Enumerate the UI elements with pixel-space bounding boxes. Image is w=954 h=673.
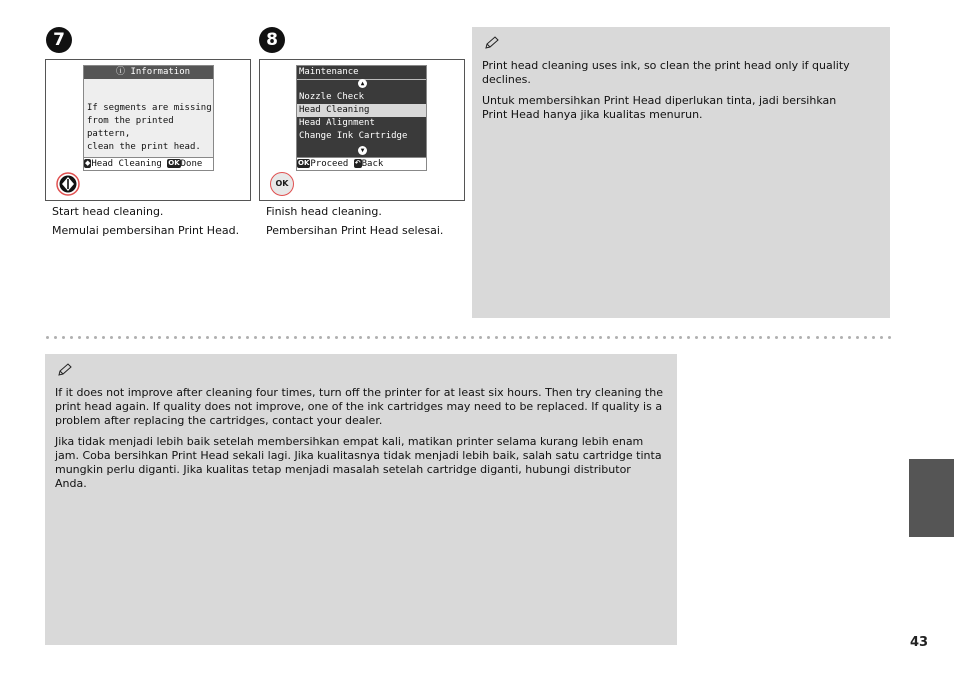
separator-dot <box>631 336 634 339</box>
separator-dot <box>343 336 346 339</box>
separator-dot <box>824 336 827 339</box>
scroll-up-icon: ▲ <box>358 79 367 88</box>
separator-dot <box>407 336 410 339</box>
separator-dot <box>783 336 786 339</box>
ok-key-icon: OK <box>168 159 180 167</box>
separator-dot <box>439 336 442 339</box>
separator-dot <box>511 336 514 339</box>
separator-dot <box>54 336 57 339</box>
separator-dot <box>864 336 867 339</box>
separator-dot <box>158 336 161 339</box>
separator-dot <box>383 336 386 339</box>
separator-dot <box>399 336 402 339</box>
separator-dot <box>238 336 241 339</box>
step-number-7: 7 <box>46 27 72 53</box>
separator-dot <box>367 336 370 339</box>
separator-dot <box>479 336 482 339</box>
separator-dot <box>695 336 698 339</box>
separator-dot <box>286 336 289 339</box>
separator-dot <box>303 336 306 339</box>
separator-dot <box>86 336 89 339</box>
separator-dot <box>110 336 113 339</box>
separator-dot <box>775 336 778 339</box>
separator-dot <box>319 336 322 339</box>
lcd-message-line: from the printed pattern, <box>87 116 174 139</box>
separator-dot <box>198 336 201 339</box>
separator-dot <box>487 336 490 339</box>
separator-dot <box>591 336 594 339</box>
footer-proceed: Proceed <box>310 159 349 169</box>
lcd-title: Information <box>130 67 191 77</box>
caption-id: Pembersihan Print Head selesai. <box>266 224 444 237</box>
lcd-maintenance-screen <box>296 65 427 171</box>
separator-dot <box>727 336 730 339</box>
separator-dot <box>206 336 209 339</box>
separator-dot <box>270 336 273 339</box>
separator-dot <box>623 336 626 339</box>
separator-dot <box>78 336 81 339</box>
separator-dot <box>519 336 522 339</box>
separator-dot <box>888 336 891 339</box>
separator-dot <box>327 336 330 339</box>
separator-dot <box>471 336 474 339</box>
separator-dot <box>583 336 586 339</box>
caption-id: Memulai pembersihan Print Head. <box>52 224 240 237</box>
separator-dot <box>118 336 121 339</box>
separator-dot <box>703 336 706 339</box>
caption-en: Start head cleaning. <box>52 205 164 218</box>
separator-dot <box>102 336 105 339</box>
lcd-footer <box>297 157 426 170</box>
footer-action-done: Done <box>180 159 203 169</box>
separator-dot <box>663 336 666 339</box>
separator-dot <box>375 336 378 339</box>
start-key-icon: ◆ <box>85 159 91 167</box>
ok-button[interactable]: OK <box>270 172 294 196</box>
separator-dot <box>190 336 193 339</box>
separator-dot <box>254 336 257 339</box>
separator-dot <box>294 336 297 339</box>
note-text-en: Print head cleaning uses ink, so clean the print head only if quality declines. <box>482 59 850 86</box>
separator-dot <box>431 336 434 339</box>
separator-dot <box>687 336 690 339</box>
section-side-tab <box>909 459 954 537</box>
step-8-caption <box>266 205 466 238</box>
separator-dot <box>599 336 602 339</box>
separator-dot <box>607 336 610 339</box>
note-box-top <box>472 27 890 318</box>
note-box-bottom <box>45 354 677 645</box>
separator-dot <box>832 336 835 339</box>
separator-dot <box>182 336 185 339</box>
separator-dot <box>856 336 859 339</box>
start-button-icon[interactable] <box>56 172 80 196</box>
back-key-icon: ↶ <box>354 159 361 167</box>
separator-dot <box>246 336 249 339</box>
separator-dot <box>126 336 129 339</box>
separator-dot <box>351 336 354 339</box>
separator-dot <box>455 336 458 339</box>
separator-dot <box>46 336 49 339</box>
ok-key-icon: OK <box>298 159 310 167</box>
separator-dot <box>543 336 546 339</box>
separator-dot <box>655 336 658 339</box>
separator-dot <box>535 336 538 339</box>
separator-dot <box>575 336 578 339</box>
note-text-id: Jika tidak menjadi lebih baik setelah membersihkan empat kali, matikan printer selama kurang lebih enam jam. Coba bersihkan Print Head sekali lagi. Jika kualitasnya tidak menjadi lebih baik, salah satu cartridge tinta mungkin perlu diganti. Jika kualitas tetap menjadi masalah setelah cartridge diganti, hubungi distributor Anda. <box>55 435 662 490</box>
pencil-icon <box>57 363 73 377</box>
page-number: 43 <box>910 635 929 650</box>
separator-dot <box>335 336 338 339</box>
separator-dot <box>311 336 314 339</box>
dotted-separator <box>46 336 892 340</box>
separator-dot <box>166 336 169 339</box>
separator-dot <box>791 336 794 339</box>
separator-dot <box>70 336 73 339</box>
separator-dot <box>719 336 722 339</box>
separator-dot <box>872 336 875 339</box>
separator-dot <box>799 336 802 339</box>
caption-en: Finish head cleaning. <box>266 205 382 218</box>
menu-item-head-alignment[interactable]: Head Alignment <box>299 118 375 128</box>
separator-dot <box>222 336 225 339</box>
separator-dot <box>559 336 562 339</box>
separator-dot <box>735 336 738 339</box>
separator-dot <box>615 336 618 339</box>
separator-dot <box>447 336 450 339</box>
separator-dot <box>848 336 851 339</box>
separator-dot <box>463 336 466 339</box>
separator-dot <box>174 336 177 339</box>
lcd-title-bar <box>84 66 213 79</box>
separator-dot <box>551 336 554 339</box>
separator-dot <box>391 336 394 339</box>
separator-dot <box>767 336 770 339</box>
separator-dot <box>134 336 137 339</box>
separator-dot <box>359 336 362 339</box>
step-7-caption <box>52 205 252 238</box>
step-number-8: 8 <box>259 27 285 53</box>
separator-dot <box>711 336 714 339</box>
separator-dot <box>423 336 426 339</box>
footer-back: Back <box>361 159 384 169</box>
separator-dot <box>840 336 843 339</box>
separator-dot <box>503 336 506 339</box>
separator-dot <box>214 336 217 339</box>
menu-item-head-cleaning[interactable]: Head Cleaning <box>297 104 426 117</box>
note-text-en: If it does not improve after cleaning four times, turn off the printer for at least six hours. Then try cleaning the print head again. If quality does not improve, one of the ink cartridges may need to be replaced. If quality is a problem after replacing the cartridges, contact your dealer. <box>55 386 663 427</box>
lcd-title: Maintenance <box>299 67 359 77</box>
separator-dot <box>639 336 642 339</box>
separator-dot <box>647 336 650 339</box>
separator-dot <box>142 336 145 339</box>
pencil-icon <box>484 36 500 50</box>
menu-item-change-ink-cartridge[interactable]: Change Ink Cartridge <box>299 131 408 141</box>
lcd-footer <box>84 157 213 170</box>
separator-dot <box>150 336 153 339</box>
separator-dot <box>230 336 233 339</box>
separator-dot <box>527 336 530 339</box>
separator-dot <box>278 336 281 339</box>
step-8-panel <box>259 59 465 201</box>
separator-dot <box>671 336 674 339</box>
info-icon: ⓘ <box>116 67 126 77</box>
footer-action-head-cleaning: Head Cleaning <box>91 159 162 169</box>
separator-dot <box>94 336 97 339</box>
separator-dot <box>816 336 819 339</box>
separator-dot <box>807 336 810 339</box>
separator-dot <box>62 336 65 339</box>
scroll-down-icon: ▼ <box>358 146 367 155</box>
lcd-message-line: clean the print head. <box>87 142 201 152</box>
lcd-message-line: If segments are missing <box>87 103 212 113</box>
separator-dot <box>262 336 265 339</box>
step-7-panel <box>45 59 251 201</box>
lcd-information-screen <box>83 65 214 171</box>
separator-dot <box>759 336 762 339</box>
separator-dot <box>880 336 883 339</box>
lcd-title-bar <box>297 66 426 80</box>
separator-dot <box>679 336 682 339</box>
separator-dot <box>415 336 418 339</box>
separator-dot <box>743 336 746 339</box>
note-text-id: Untuk membersihkan Print Head diperlukan tinta, jadi bersihkan Print Head hanya jika kualitas menurun. <box>482 94 837 121</box>
separator-dot <box>567 336 570 339</box>
separator-dot <box>495 336 498 339</box>
menu-item-nozzle-check[interactable]: Nozzle Check <box>299 92 365 102</box>
separator-dot <box>751 336 754 339</box>
